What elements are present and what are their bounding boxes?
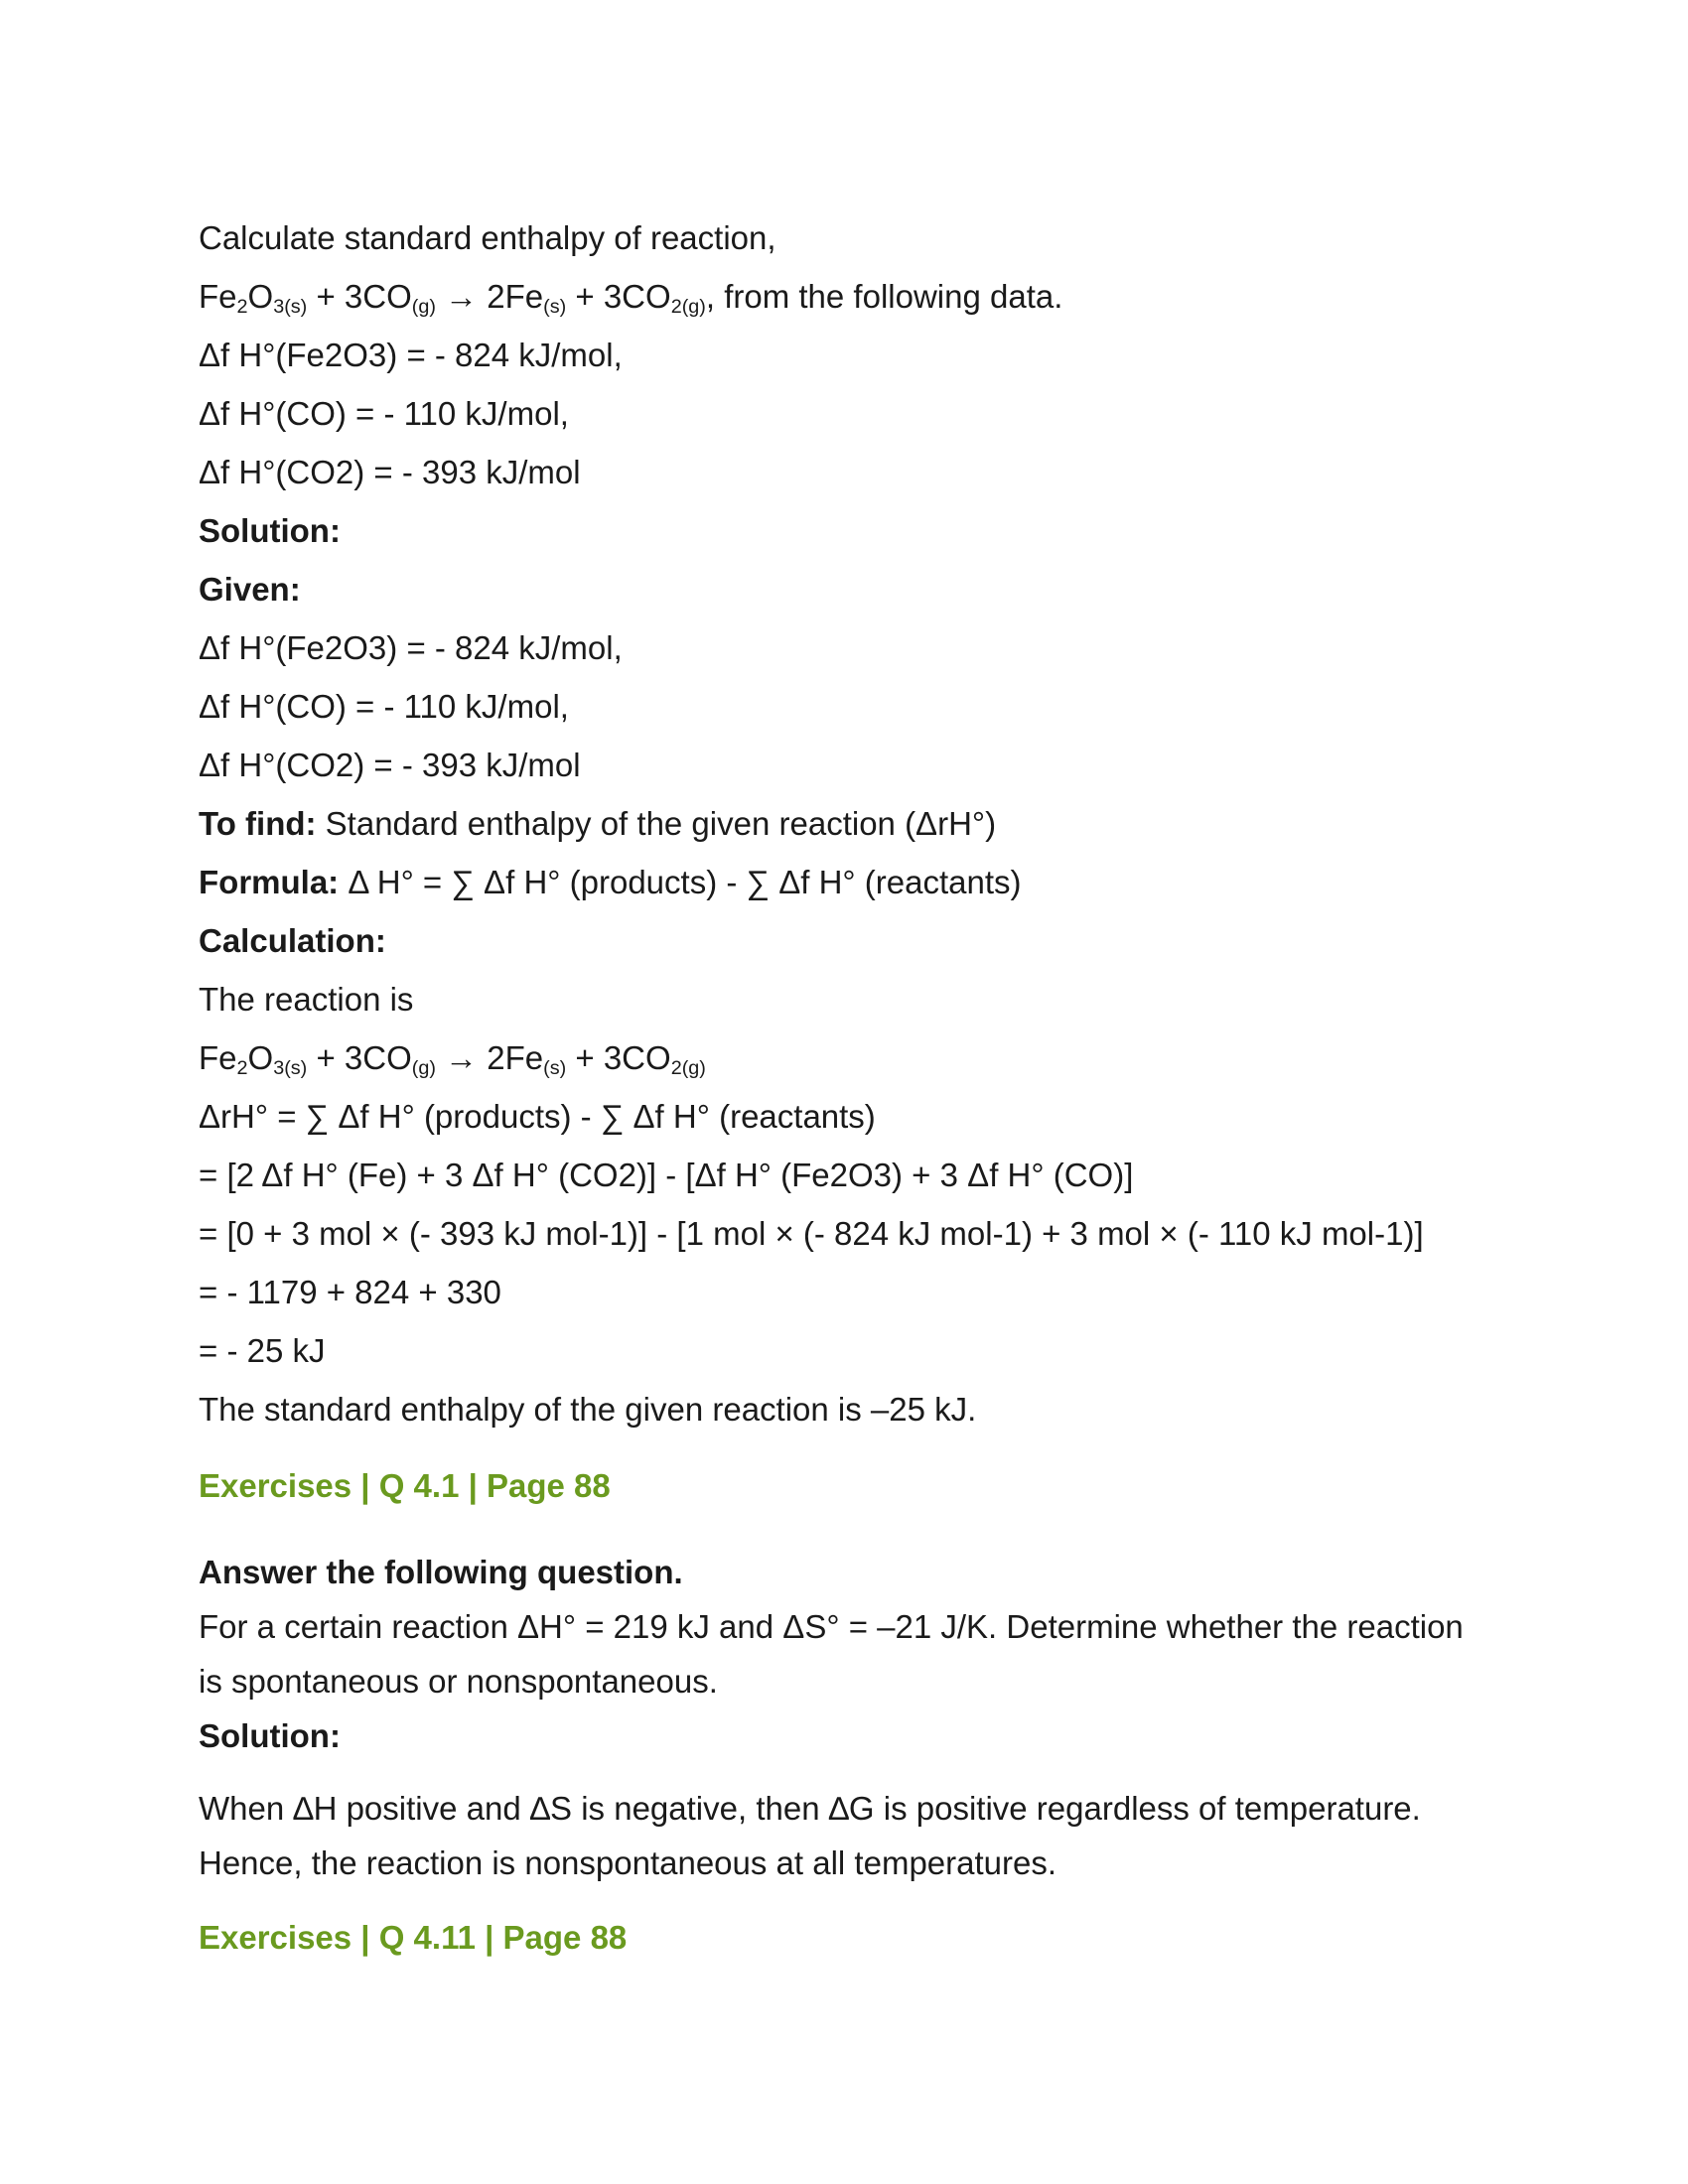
- formula-label: Formula:: [199, 864, 340, 900]
- to-find: [199, 794, 1509, 853]
- q2-answer-line-1: When ∆H positive and ∆S is negative, then ∆G is positive regardless of temperature.: [199, 1790, 1421, 1827]
- reaction-equation: $Fe_2O_{3(s)} + 3CO_{(g)} \to 2Fe_{(s)} + 3CO_{2(g)}$, from the following data.: [199, 278, 1063, 318]
- given-fe2o3: Δf H°(Fe2O3) = - 824 kJ/mol,: [199, 629, 623, 666]
- given-label: Given:: [199, 571, 301, 608]
- conclusion: The standard enthalpy of the given reaction is –25 kJ.: [199, 1391, 977, 1428]
- formula-text: Δ H° = ∑ Δf H° (products) - ∑ Δf H° (reactants): [339, 864, 1022, 900]
- q2-solution-label: Solution:: [199, 1717, 341, 1754]
- calc-step-3: = [0 + 3 mol × (- 393 kJ mol-1)] - [1 mol × (- 824 kJ mol-1) + 3 mol × (- 110 kJ mol-1)]: [199, 1215, 1424, 1252]
- calc-step-5: = - 25 kJ: [199, 1332, 326, 1369]
- calc-step-1: ΔrH° = ∑ Δf H° (products) - ∑ Δf H° (reactants): [199, 1098, 876, 1135]
- document-page: [199, 208, 1509, 1967]
- given-co2: Δf H°(CO2) = - 393 kJ/mol: [199, 747, 581, 783]
- exercise-heading-4-11: Exercises | Q 4.11 | Page 88: [199, 1919, 628, 1956]
- q2-answer-line-2: Hence, the reaction is nonspontaneous at all temperatures.: [199, 1844, 1057, 1881]
- calc-step-2: = [2 Δf H° (Fe) + 3 Δf H° (CO2)] - [Δf H° (Fe2O3) + 3 Δf H° (CO)]: [199, 1157, 1134, 1193]
- solution-label: Solution:: [199, 512, 341, 549]
- q2-question-line-2: is spontaneous or nonspontaneous.: [199, 1663, 718, 1700]
- given-co: Δf H°(CO) = - 110 kJ/mol,: [199, 688, 569, 725]
- data-co: Δf H°(CO) = - 110 kJ/mol,: [199, 395, 569, 432]
- exercise-heading-4-1: Exercises | Q 4.1 | Page 88: [199, 1467, 611, 1504]
- formula: [199, 853, 1509, 911]
- to-find-label: To find:: [199, 805, 317, 842]
- calc-step-4: = - 1179 + 824 + 330: [199, 1274, 501, 1310]
- reaction-equation-repeat: $Fe_2O_{3(s)} + 3CO_{(g)} \to 2Fe_{(s)} + 3CO_{2(g)}$: [199, 1039, 706, 1079]
- data-fe2o3: Δf H°(Fe2O3) = - 824 kJ/mol,: [199, 337, 623, 373]
- calculation-label: Calculation:: [199, 922, 386, 959]
- reaction-is: The reaction is: [199, 981, 414, 1018]
- question-intro: Calculate standard enthalpy of reaction,: [199, 219, 776, 256]
- to-find-text: Standard enthalpy of the given reaction (ΔrH°): [316, 805, 997, 842]
- q2-question-line-1: For a certain reaction ΔH° = 219 kJ and ΔS° = –21 J/K. Determine whether the reaction: [199, 1608, 1464, 1645]
- q2-prompt: Answer the following question.: [199, 1554, 683, 1590]
- data-co2: Δf H°(CO2) = - 393 kJ/mol: [199, 454, 581, 490]
